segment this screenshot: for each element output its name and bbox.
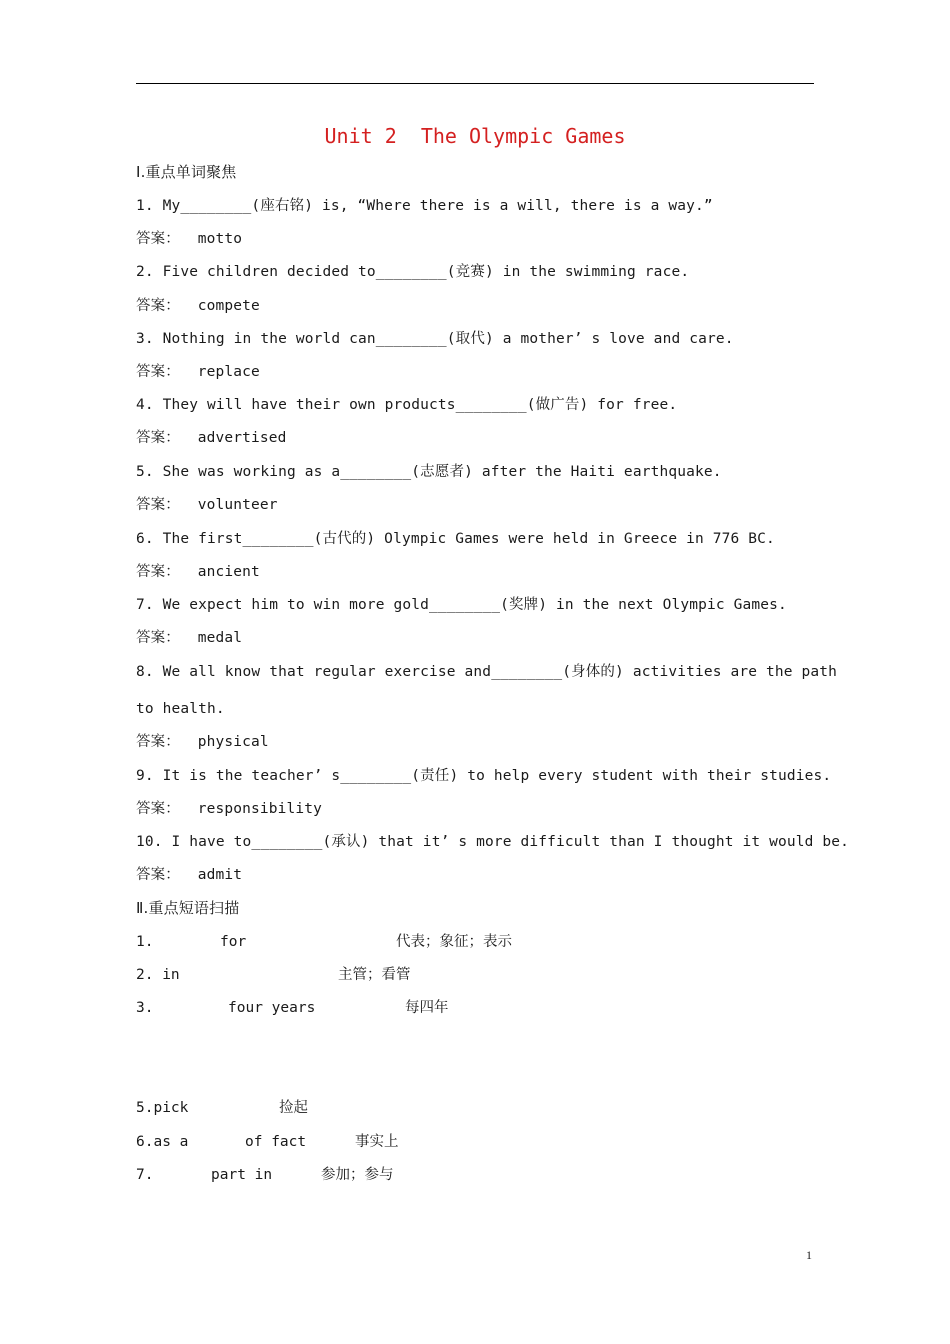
phrase-7-num: 7. bbox=[136, 1167, 154, 1183]
answer-8 bbox=[136, 732, 269, 752]
answer-label: 答案： bbox=[136, 630, 180, 646]
answer-5 bbox=[136, 495, 278, 515]
answer-text: ancient bbox=[197, 564, 260, 580]
question-8: 8. We all know that regular exercise and________(身体的) activities are the path bbox=[136, 664, 838, 680]
answer-label: 答案： bbox=[136, 867, 180, 883]
answer-2 bbox=[136, 296, 260, 316]
question-10: 10. I have to________(承认) that it’ s more difficult than I thought it would be. bbox=[136, 834, 850, 850]
phrase-2-num: 2. in bbox=[136, 967, 180, 983]
question-7: 7. We expect him to win more gold________(奖牌) in the next Olympic Games. bbox=[136, 597, 787, 613]
answer-1 bbox=[136, 229, 242, 249]
phrase-3-cn: 每四年 bbox=[405, 1000, 449, 1016]
section1-heading: Ⅰ.重点单词聚焦 bbox=[136, 163, 237, 181]
question-4: 4. They will have their own products________(做广告) for free. bbox=[136, 397, 678, 413]
phrase-1-en: for bbox=[220, 934, 247, 950]
answer-label: 答案： bbox=[136, 497, 180, 513]
answer-9 bbox=[136, 799, 322, 819]
question-5: 5. She was working as a________(志愿者) after the Haiti earthquake. bbox=[136, 464, 722, 480]
answer-text: motto bbox=[197, 231, 243, 247]
answer-7 bbox=[136, 628, 242, 648]
phrase-6-cn: 事实上 bbox=[355, 1134, 399, 1150]
question-6: 6. The first________(古代的) Olympic Games were held in Greece in 776 BC. bbox=[136, 531, 775, 547]
page-title: Unit 2 The Olympic Games bbox=[324, 124, 626, 148]
page-number: 1 bbox=[806, 1248, 812, 1262]
question-2: 2. Five children decided to________(竞赛) in the swimming race. bbox=[136, 264, 690, 280]
answer-label: 答案： bbox=[136, 801, 180, 817]
answer-label: 答案： bbox=[136, 298, 180, 314]
answer-text: admit bbox=[197, 867, 243, 883]
answer-label: 答案： bbox=[136, 734, 180, 750]
phrase-6-en: of fact bbox=[245, 1134, 307, 1150]
answer-label: 答案： bbox=[136, 364, 180, 380]
question-9: 9. It is the teacher’ s________(责任) to help every student with their studies. bbox=[136, 768, 832, 784]
answer-text: medal bbox=[197, 630, 243, 646]
phrase-5-num: 5.pick bbox=[136, 1100, 189, 1116]
phrase-1-cn: 代表；象征；表示 bbox=[396, 934, 512, 950]
answer-4 bbox=[136, 428, 287, 448]
phrase-5-cn: 捡起 bbox=[279, 1100, 308, 1116]
answer-6 bbox=[136, 562, 260, 582]
answer-text: advertised bbox=[197, 430, 287, 446]
answer-text: physical bbox=[197, 734, 269, 750]
phrase-3-en: four years bbox=[228, 1000, 316, 1016]
answer-text: replace bbox=[197, 364, 260, 380]
answer-text: volunteer bbox=[197, 497, 278, 513]
question-1: 1. My________(座右铭) is, “Where there is a will, there is a way.” bbox=[136, 198, 713, 214]
phrase-7-cn: 参加；参与 bbox=[321, 1167, 394, 1183]
answer-10 bbox=[136, 865, 242, 885]
answer-label: 答案： bbox=[136, 231, 180, 247]
phrase-2-cn: 主管；看管 bbox=[338, 967, 411, 983]
phrase-6-num: 6.as a bbox=[136, 1134, 189, 1150]
phrase-3-num: 3. bbox=[136, 1000, 154, 1016]
phrase-7-en: part in bbox=[211, 1167, 273, 1183]
section2-heading: Ⅱ.重点短语扫描 bbox=[136, 899, 240, 917]
answer-text: responsibility bbox=[197, 801, 323, 817]
answer-label: 答案： bbox=[136, 430, 180, 446]
top-rule bbox=[136, 83, 814, 84]
answer-3 bbox=[136, 362, 260, 382]
question-8-cont: to health. bbox=[136, 701, 225, 717]
question-3: 3. Nothing in the world can________(取代) a mother’ s love and care. bbox=[136, 331, 734, 347]
answer-text: compete bbox=[197, 298, 260, 314]
phrase-1-num: 1. bbox=[136, 934, 154, 950]
answer-label: 答案： bbox=[136, 564, 180, 580]
